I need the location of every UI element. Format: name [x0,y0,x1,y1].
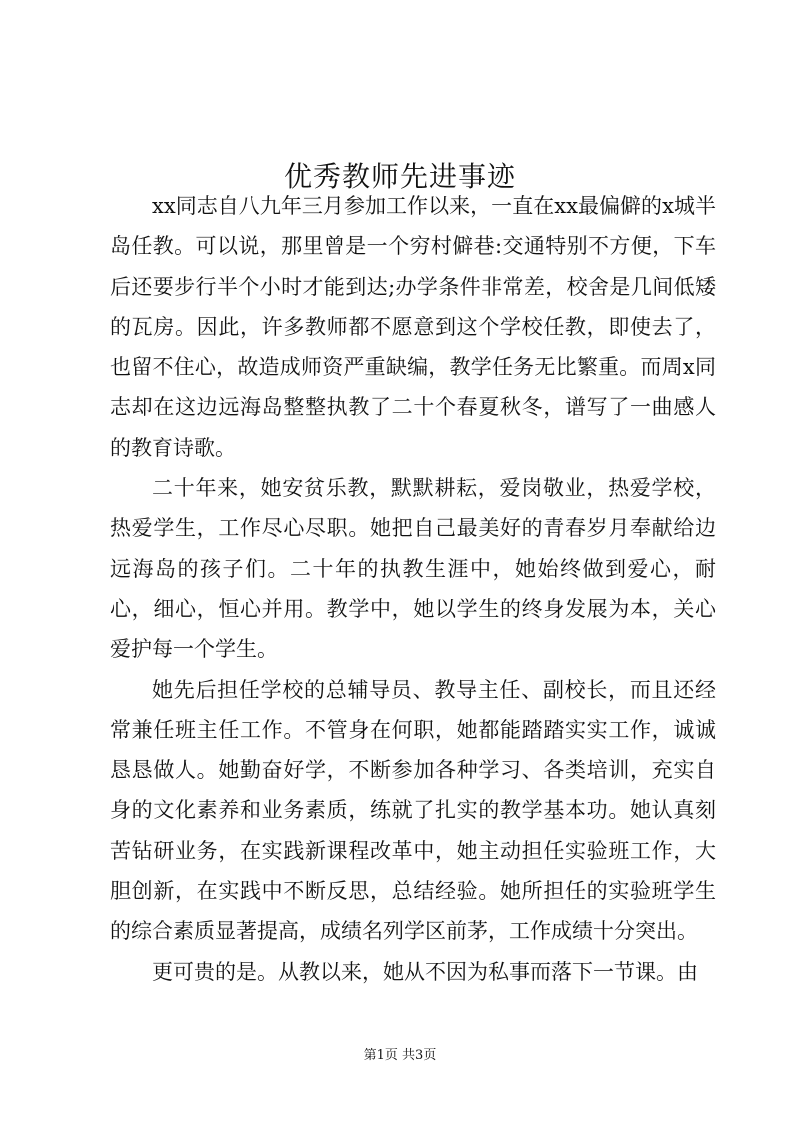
paragraph-1: xx同志自八九年三月参加工作以来，一直在xx最偏僻的x城半岛任教。可以说，那里曾是一个穷村僻巷:交通特别不方便，下车后还要步行半个小时才能到达;办学条件非常差，校舍是几间低矮的瓦房。因此，许多教师都不愿意到这个学校任教，即使去了，也留不住心，故造成师资严重缺编，教学任务无比繁重。而周x同志却在这边远海岛整整执教了二十个春夏秋冬，谱写了一曲感人的教育诗歌。 [110,194,716,460]
paragraph-3: 她先后担任学校的总辅导员、教导主任、副校长，而且还经常兼任班主任工作。不管身在何职，她都能踏踏实实工作，诚诚恳恳做人。她勤奋好学，不断参加各种学习、各类培训，充实自身的文化素养和业务素质，练就了扎实的教学基本功。她认真刻苦钻研业务，在实践新课程改革中，她主动担任实验班工作，大胆创新，在实践中不断反思，总结经验。她所担任的实验班学生的综合素质显著提高，成绩名列学区前茅，工作成绩十分突出。 [110,677,716,944]
document-title: 优秀教师先进事迹 [283,159,516,193]
paragraph-2: 二十年来，她安贫乐教，默默耕耘，爱岗敬业，热爱学校，热爱学生，工作尽心尽职。她把自己最美好的青春岁月奉献给边远海岛的孩子们。二十年的执教生涯中，她始终做到爱心，耐心，细心，恒心并用。教学中，她以学生的终身发展为本，关心爱护每一个学生。 [110,476,716,662]
page-footer: 第1页 共3页 [363,1048,437,1063]
document-body [110,186,716,992]
paragraph-4: 更可贵的是。从教以来，她从不因为私事而落下一节课。由 [152,959,698,984]
